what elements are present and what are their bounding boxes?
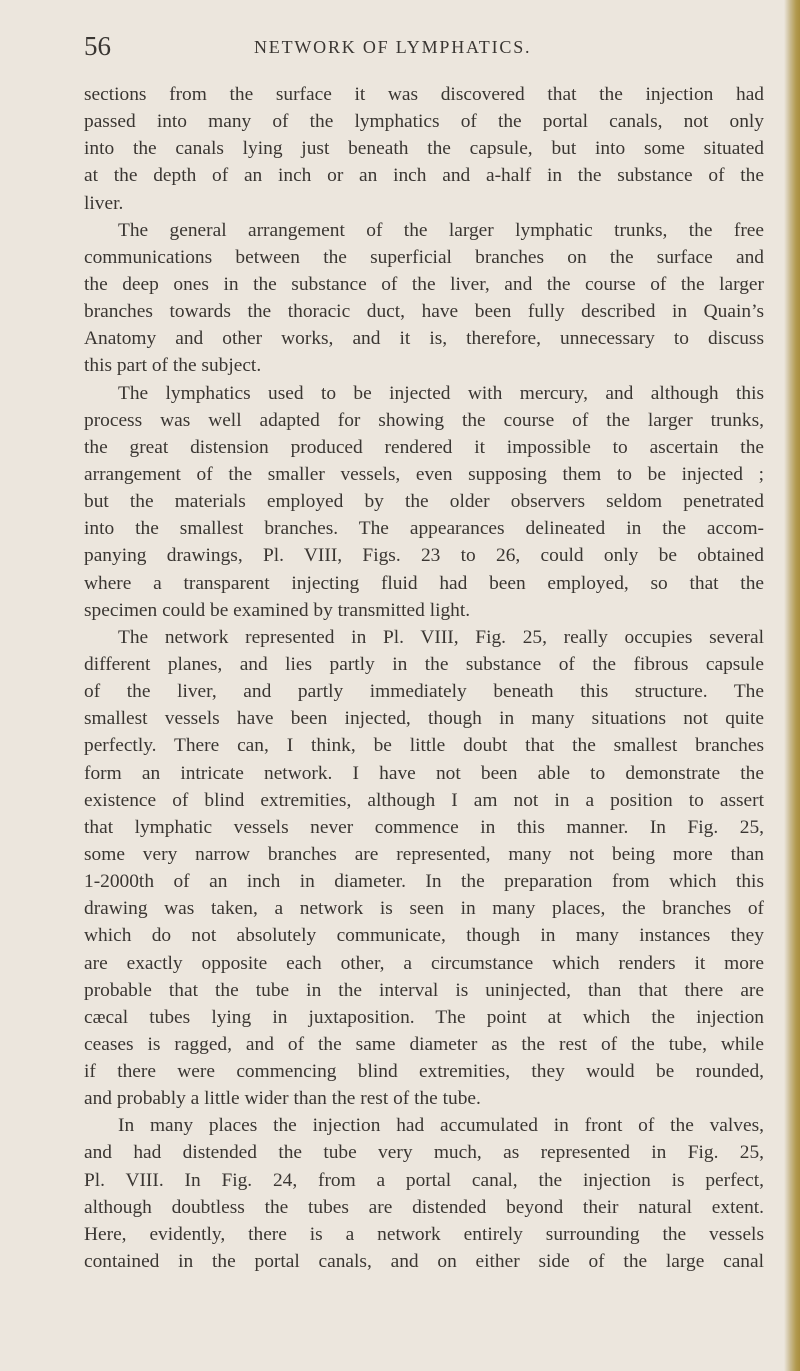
text-line: The general arrangement of the larger lymphatic trunks, the free <box>118 219 764 241</box>
text-line: panying drawings, Pl. VIII, Figs. 23 to 26, could only be obtained <box>84 545 764 567</box>
text-line: of the liver, and partly immediately beneath this structure. The <box>84 681 764 703</box>
text-line: and had distended the tube very much, as represented in Fig. 25, <box>84 1142 764 1164</box>
text-line: sections from the surface it was discovered that the injection had <box>84 84 764 105</box>
text-line: the deep ones in the substance of the liver, and the course of the larger <box>84 273 764 295</box>
paragraph <box>84 380 764 624</box>
text-line: 1-2000th of an inch in diameter. In the preparation from which this <box>84 871 764 893</box>
text-line: cæcal tubes lying in juxtaposition. The point at which the injection <box>84 1006 764 1028</box>
text-line: some very narrow branches are represented, many not being more than <box>84 843 764 865</box>
text-line: Here, evidently, there is a network entirely surrounding the vessels <box>84 1223 764 1245</box>
text-line: ceases is ragged, and of the same diameter as the rest of the tube, while <box>84 1033 764 1055</box>
paragraph <box>84 624 764 1113</box>
text-line: this part of the subject. <box>84 355 262 377</box>
text-line: specimen could be examined by transmitted light. <box>84 599 471 621</box>
text-line: the great distension produced rendered it impossible to ascertain the <box>84 436 764 458</box>
text-line: but the materials employed by the older observers seldom penetrated <box>84 491 764 513</box>
text-line: Anatomy and other works, and it is, therefore, unnecessary to discuss <box>84 328 764 350</box>
text-line: are exactly opposite each other, a circumstance which renders it more <box>84 952 764 974</box>
text-line: that lymphatic vessels never commence in this manner. In Fig. 25, <box>84 816 764 838</box>
text-line: passed into many of the lymphatics of the portal canals, not only <box>84 111 764 133</box>
text-line: The lymphatics used to be injected with mercury, and although this <box>118 382 764 404</box>
paragraph <box>84 1112 764 1275</box>
text-line: at the depth of an inch or an inch and a-half in the substance of the <box>84 165 764 187</box>
paragraph <box>84 81 764 217</box>
text-line: existence of blind extremities, although I am not in a position to assert <box>84 789 764 811</box>
text-line: drawing was taken, a network is seen in many places, the branches of <box>84 898 764 920</box>
page-edge-shadow <box>784 0 800 1371</box>
text-line: contained in the portal canals, and on either side of the large canal <box>84 1251 764 1273</box>
running-title: NETWORK OF LYMPHATICS. <box>254 37 532 57</box>
text-line: branches towards the thoracic duct, have been fully described in Quain’s <box>84 301 764 323</box>
text-line: In many places the injection had accumulated in front of the valves, <box>118 1115 764 1137</box>
text-line: The network represented in Pl. VIII, Fig. 25, really occupies several <box>118 626 764 648</box>
text-line: liver. <box>84 192 124 214</box>
text-line: which do not absolutely communicate, though in many instances they <box>84 925 764 947</box>
text-line: probable that the tube in the interval is uninjected, than that there are <box>84 979 764 1001</box>
text-line: different planes, and lies partly in the substance of the fibrous capsule <box>84 653 764 675</box>
text-line: although doubtless the tubes are distended beyond their natural extent. <box>84 1196 764 1218</box>
text-line: and probably a little wider than the rest of the tube. <box>84 1088 481 1110</box>
text-line: into the canals lying just beneath the capsule, but into some situated <box>84 138 764 160</box>
text-line: process was well adapted for showing the course of the larger trunks, <box>84 409 764 431</box>
text-line: into the smallest branches. The appearances delineated in the accom- <box>84 518 764 540</box>
text-line: form an intricate network. I have not been able to demonstrate the <box>84 762 764 784</box>
text-line: communications between the superficial branches on the surface and <box>84 246 764 268</box>
text-line: smallest vessels have been injected, though in many situations not quite <box>84 708 764 730</box>
body-text <box>84 81 764 1275</box>
text-line: if there were commencing blind extremities, they would be rounded, <box>84 1061 764 1083</box>
paragraph <box>84 217 764 380</box>
text-line: perfectly. There can, I think, be little doubt that the smallest branches <box>84 735 764 757</box>
page-number: 56 <box>84 31 111 61</box>
text-line: where a transparent injecting fluid had been employed, so that the <box>84 572 764 594</box>
page-header <box>84 30 774 62</box>
text-line: Pl. VIII. In Fig. 24, from a portal canal, the injection is perfect, <box>84 1169 764 1191</box>
text-line: arrangement of the smaller vessels, even supposing them to be injected ; <box>84 463 764 485</box>
